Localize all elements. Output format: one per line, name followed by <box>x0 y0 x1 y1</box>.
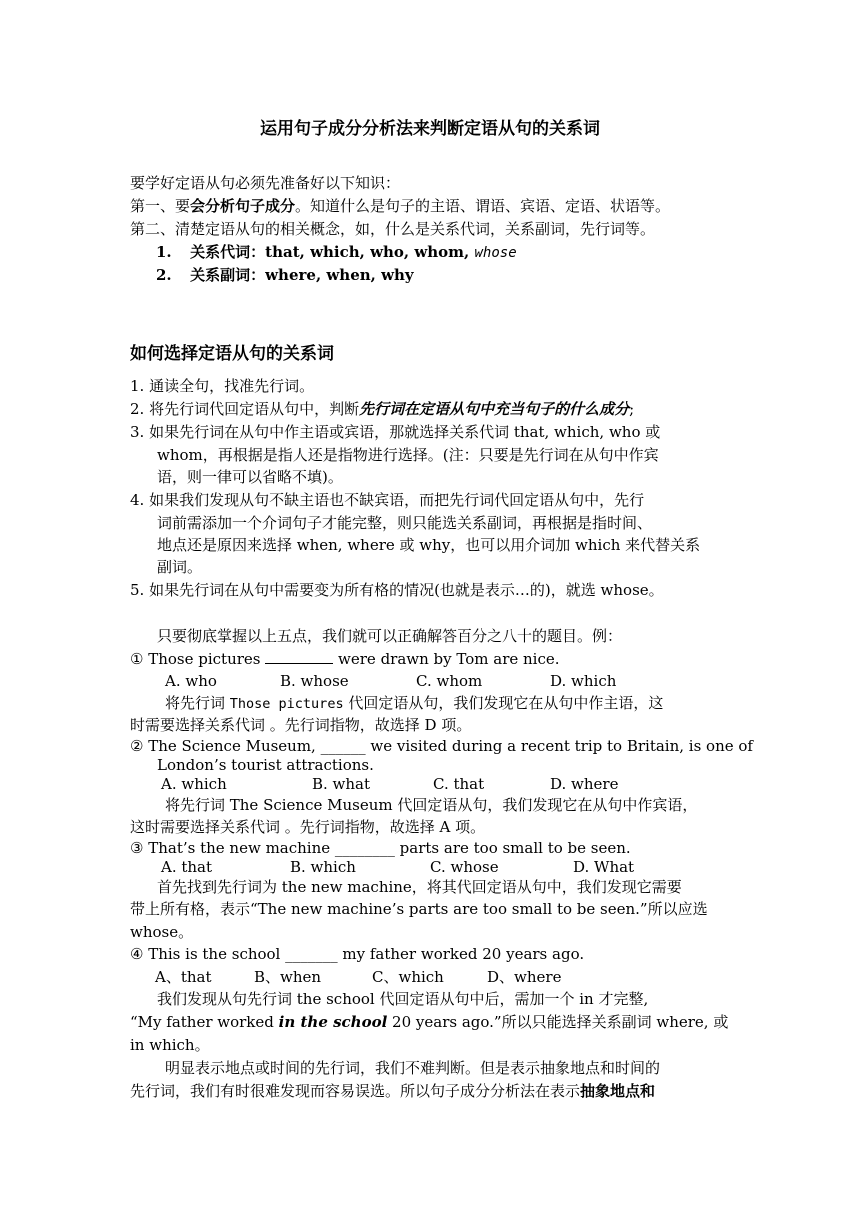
intro-first <box>130 196 670 216</box>
step-5: 5. 如果先行词在从句中需要变为所有格的情况(也就是表示…的)，就选 whose。 <box>130 581 664 599</box>
explanation-1-a: 将先行词 <box>165 694 230 712</box>
section-heading: 如何选择定语从句的关系词 <box>130 344 334 364</box>
list-num: 1. <box>156 243 172 261</box>
list-item <box>156 265 414 285</box>
explanation-4-emphasis: in the school <box>278 1013 388 1031</box>
option: A. which <box>161 775 227 793</box>
option: C. whom <box>416 672 483 690</box>
step-2-emphasis: 先行词在定语从句中充当句子的什么成分 <box>359 400 630 418</box>
option: A. who <box>165 672 217 690</box>
explanation-4-line-1: 我们发现从句先行词 the school 代回定语从句中后，需加一个 in 才完整, <box>157 990 649 1008</box>
explanation-4-c: 20 years ago.”所以只能选择关系副词 where, 或 <box>387 1013 729 1031</box>
answer-blank <box>265 649 333 664</box>
step-3-line-3: 语，则一律可以省略不填)。 <box>157 468 343 486</box>
step-4-line-1: 4. 如果我们发现从句不缺主语也不缺宾语，而把先行词代回定语从句中，先行 <box>130 491 645 509</box>
explanation-3-line-3: whose。 <box>130 923 194 941</box>
list-label: 关系副词：where, when, why <box>190 266 414 284</box>
question-2-line-2: London’s tourist attractions. <box>157 756 374 774</box>
question-1-a: ① Those pictures <box>130 650 266 668</box>
option: B、when <box>254 968 322 986</box>
option: A、that <box>155 968 212 986</box>
closing-line-2 <box>130 1081 655 1101</box>
summary-text: 只要彻底掌握以上五点，我们就可以正确解答百分之八十的题目。例： <box>157 627 623 645</box>
explanation-2-line-2: 这时需要选择关系代词 。先行词指物，故选择 A 项。 <box>130 818 486 836</box>
explanation-1-c: 代回定语从句，我们发现它在从句中作主语，这 <box>343 694 664 712</box>
question-2-line-1: ② The Science Museum, ______ we visited during a recent trip to Britain, is one of <box>130 737 753 755</box>
step-3-line-1: 3. 如果先行词在从句中作主语或宾语，那就选择关系代词 that, which, who 或 <box>130 423 661 441</box>
page-title: 运用句子成分分析法来判断定语从句的关系词 <box>260 119 600 139</box>
option: C、which <box>372 968 444 986</box>
explanation-1-line-1 <box>165 693 663 714</box>
option: A. that <box>161 858 213 876</box>
question-1 <box>130 649 560 669</box>
intro-first-b: 。知道什么是句子的主语、谓语、宾语、定语、状语等。 <box>295 197 671 215</box>
question-4: ④ This is the school _______ my father worked 20 years ago. <box>130 945 585 963</box>
option: C. that <box>433 775 485 793</box>
step-4-line-3: 地点还是原因来选择 when, where 或 why，也可以用介词加 which 来代替关系 <box>157 536 701 554</box>
explanation-4-a: “My father worked <box>130 1013 279 1031</box>
step-2 <box>130 399 634 419</box>
option: D. where <box>550 775 619 793</box>
closing-line-2-bold: 抽象地点和 <box>580 1082 656 1100</box>
option: D. What <box>573 858 635 876</box>
closing-line-1: 明显表示地点或时间的先行词，我们不难判断。但是表示抽象地点和时间的 <box>165 1059 661 1077</box>
option: B. what <box>312 775 371 793</box>
list-label: 关系代词：that, which, who, whom, <box>190 243 475 261</box>
explanation-4-line-3: in which。 <box>130 1036 210 1054</box>
list-extra: whose <box>474 245 517 261</box>
question-1-b: were drawn by Tom are nice. <box>333 650 560 668</box>
intro-first-bold: 会分析句子成分 <box>190 197 296 215</box>
explanation-3-line-2: 带上所有格，表示“The new machine’s parts are too small to be seen.”所以应选 <box>130 900 708 918</box>
list-item <box>156 242 517 263</box>
step-4-line-4: 副词。 <box>157 558 203 576</box>
intro-first-a: 第一、要 <box>130 197 191 215</box>
closing-line-2-a: 先行词，我们有时很难发现而容易误选。所以句子成分分析法在表示 <box>130 1082 581 1100</box>
option: B. which <box>290 858 356 876</box>
step-4-line-2: 词前需添加一个介词句子才能完整，则只能选关系副词，再根据是指时间、 <box>157 514 653 532</box>
list-num: 2. <box>156 266 172 284</box>
explanation-3-line-1: 首先找到先行词为 the new machine，将其代回定语从句中，我们发现它需要 <box>157 878 682 896</box>
option: B. whose <box>280 672 349 690</box>
option: C. whose <box>430 858 499 876</box>
step-1: 1. 通读全句，找准先行词。 <box>130 377 315 395</box>
step-3-line-2: whom，再根据是指人还是指物进行选择。(注：只要是先行词在从句中作宾 <box>157 446 659 464</box>
step-2-c: ; <box>629 400 635 418</box>
explanation-2-line-1: 将先行词 The Science Museum 代回定语从句，我们发现它在从句中作宾语， <box>165 796 698 814</box>
explanation-1-b: Those pictures <box>229 696 344 712</box>
explanation-4-line-2 <box>130 1012 728 1032</box>
step-2-a: 2. 将先行词代回定语从句中，判断 <box>130 400 360 418</box>
intro-second: 第二、清楚定语从句的相关概念，如，什么是关系代词，关系副词，先行词等。 <box>130 220 656 238</box>
option: D. which <box>550 672 617 690</box>
explanation-1-line-2: 时需要选择关系代词 。先行词指物，故选择 D 项。 <box>130 716 472 734</box>
intro-lead: 要学好定语从句必须先准备好以下知识： <box>130 174 401 192</box>
option: D、where <box>487 968 562 986</box>
question-3: ③ That’s the new machine ________ parts are too small to be seen. <box>130 839 631 857</box>
